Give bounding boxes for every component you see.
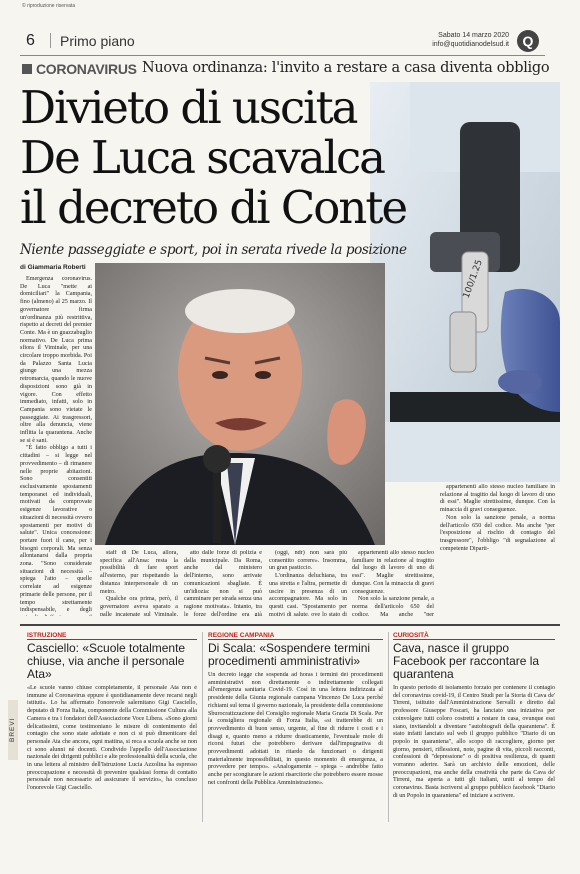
- article-column-5: [352, 550, 434, 616]
- kicker-tag: CORONAVIRUS: [36, 61, 137, 77]
- article-paragraph: Non solo la sanzione penale, a norma dell'articolo 650 del codice. Ma anche "per l'esposizione al rischio di contagio del trasgressore", l'obbligo "di segnalazione al competente Diparti-: [440, 514, 555, 552]
- headline-line-2: De Luca scavalca: [20, 131, 385, 184]
- article-column-1: [20, 276, 92, 616]
- brief-tag: REGIONE CAMPANIA: [208, 632, 383, 640]
- kicker-text: Nuova ordinanza: l'invito a restare a casa diventa obbligo: [142, 60, 550, 76]
- page-number: 6: [26, 32, 35, 49]
- brief-body: «Le scuole vanno chiuse completamente, il personale Ata non è immune al Coronavirus eppure è quotidianamente deve recarsi negli istituti». Lo ha affermato l'onorevole salernitano Gigi Casciello, deputato di Forza Italia, componente della Commissione Cultura alla Camera e tra i fondatori dell'Associazione Voce Libera. «Sono giorni delicatissimi, come testimoniano le misure di contenimento del contagio che sono state adottate e non ci si può dimenticare del personale Ata che ancora, ogni mattina, si reca a scuola anche se non ci sono alunni né docenti. Condivido l'appello dell'Associazione nazionale dei dirigenti pubblici e alte professionalità della scuola, che in una lettera al ministro dell'Istruzione Lucia Azzolina ha espresso preoccupazione e necessità di prevenire qualsiasi forma di contatto personale non necessario ad assicurare il servizio», ha concluso l'onorevole Gigi Casciello.: [27, 685, 197, 792]
- brief-title: Casciello: «Scuole totalmente chiuse, via anche il personale Ata»: [27, 641, 186, 681]
- briefs-label: BREVI: [9, 717, 16, 742]
- brief-2: [208, 632, 383, 832]
- brief-3: [393, 632, 555, 845]
- article-paragraph: (oggi, ndr) non sarà più consentito correre». Insomma, un gran pasticcio.: [269, 550, 347, 572]
- article-paragraph: appartenenti allo stesso nucleo familiare in relazione al tragitto dal luogo di lavoro di uno di essi". Maglie strettissime, dunque. Con la minaccia di gravi conseguenze.: [352, 550, 434, 595]
- brief-divider: [202, 632, 203, 822]
- briefs-rule: [20, 624, 560, 626]
- article-column-2: [100, 550, 178, 616]
- article-paragraph: atto dalle forze di polizia e dalla municipale. Da Roma, anche dal ministero dell'interno, sono arrivate comunicazioni sbagliate. È un'idiozia: non si può camminare per strada senza una ragione motivata». Intanto, tra le forze dell'ordine era già: [184, 550, 262, 616]
- brief-title: Di Scala: «Sospendere termini procedimenti amministrativi»: [208, 641, 371, 668]
- brief-body: In questo periodo di isolamento forzato per contenere il contagio del coronavirus covid-19, il Centro Studi per la Storia di Cava de' Tirreni, istituito dall'Amministrazione Servalli e diretto dal professore Giuseppe Foscari, ha lanciato una iniziativa per coinvolgere tutti coloro costretti a restare in casa, ovunque essi siano, invitandoli a diventare "autobiografi della quarantena". È stato infatti lanciato sul web il gruppo pubblico "Diario di un popolo in quarantena", allo scopo di raccogliere, giorno per giorno, pensieri, riflessioni, note, pagine di vita, piccoli racconti, confessioni di "depressione" o di positiva resilienza, di quanti vorranno aderire. Sarà un archivio delle emozioni, delle preoccupazioni, ma anche della creatività che parte da Cava de' Tirreni, ma aperta a tutti gli italiani, uniti al tempo del coronavirus. Basta iscriversi al gruppo pubblico facebook "Diario di un Popolo in quarantena" ed iniziare a scrivere.: [393, 685, 555, 799]
- byline: di Giammaria Roberti: [20, 264, 86, 271]
- issue-date: Sabato 14 marzo 2020: [438, 32, 509, 39]
- newspaper-logo: [517, 30, 539, 52]
- kicker-square: [22, 64, 32, 74]
- brief-tag: ISTRUZIONE: [27, 632, 197, 640]
- kicker: [20, 60, 560, 82]
- brief-1: [27, 632, 197, 845]
- headline: [20, 83, 450, 233]
- brief-divider: [388, 632, 389, 822]
- article-paragraph: Non solo la sanzione penale, a norma dell'articolo 650 del codice. Ma anche "per: [352, 596, 434, 616]
- briefs-side-label: [8, 700, 18, 760]
- header-rule: [20, 55, 545, 56]
- article-paragraph: Qualche ora prima, però, il governatore aveva sparato a palle incatenate sul Viminale.: [100, 596, 178, 616]
- article-paragraph: L'ordinanza deluchiana, tra una stretta e l'altra, permette di uscire in presenza di un accompagnatore. Ma solo in questi casi. "Spostamento per motivi di salute, ove lo stato di: [269, 573, 347, 616]
- brief-title: Cava, nasce il gruppo Facebook per raccontare la quarantena: [393, 641, 540, 681]
- contact-email: info@quotidianodelsud.it: [432, 41, 509, 48]
- subheadline: Niente passeggiate e sport, poi in serata rivede la posizione: [20, 242, 407, 258]
- article-paragraph: staff di De Luca, allora, specifica all'Ansa: resta la possibilità di fare sport all'esterno, pur rispettando la distanza interpersonale di un metro.: [100, 550, 178, 595]
- svg-text:100/1.25: 100/1.25: [461, 258, 485, 300]
- article-column-3: [184, 550, 262, 616]
- header-divider: [50, 33, 51, 48]
- article-paragraph: Emergenza coronavirus. De Luca "mette ai domiciliari" la Campania, fino (almeno) al 25 marzo. Il governatore firma un'ordinanza più restrittiva, rispetto ai decreti del premier Conte. Ma è un guazzabuglio normativo. De Luca prima sfiora il Viminale, per una circolare troppo morbida. Poi da Palazzo Santa Lucia giunge una mezza retromarcia, quando le nuove disposizioni sono già in vigore. Con effetto immediato, infatti, solo in Campania sono vietate le passeggiate. Ai trasgressori, oltre alla denuncia, viene inflitta la quarantena. Anche se si è sani.: [20, 276, 92, 444]
- logo-letter: Q: [522, 33, 534, 49]
- headline-line-3: il decreto di Conte: [20, 181, 407, 234]
- brief-tag: CURIOSITÀ: [393, 632, 555, 640]
- headline-line-1: Divieto di uscita: [20, 81, 357, 134]
- page-header: [20, 30, 545, 52]
- article-column-4: [269, 550, 347, 616]
- article-paragraph: "È fatto obbligo a tutti i cittadini – si legge nel provvedimento – di rimanere nelle proprie abitazioni. Sono consentiti esclusivamente spostamenti temporanei ed individuali, motivati da comprovate esigenze lavorative o situazioni di necessità ovvero spostamenti per motivi di salute". Unica concessione: portare fuori il cane, per i bisogni corporali. Ma senza allontanarsi dalla propria zona. "Sono considerate situazioni di necessità – spiega l'atto – quelle correlate ad esigenze primarie delle persone, per il tempo strettamente indispensabile, e degli: [20, 445, 92, 614]
- brief-body: Un decreto legge che sospenda ad horas i termini dei procedimenti amministrativi non direttamente o indirettamente collegati all'emergenza sanitaria Covid-19. Così in una lettera indirizzata al presidente della Giunta regionale campana Vincenzo De Luca perché richiami sul tema il governo nazionale, la presidente della commissione Sburocratizzazione del Consiglio regionale Maria Grazia Di Scala. Per la consigliera regionale di Forza Italia, «si tratterebbe di un provvedimento di buon senso, urgente, al fine di ridurre i costi e i disagi e, quanto meno a ridurre drasticamente, l'eventuale mole di ricorsi futuri che potrebbero derivare dall'impugnativa di provvedimenti adottati in ritardo da funzionari o dirigenti materialmente impossibilitati, in questo momento di emergenza, a provvedere per tempo». «Analogamente – spiega – andrebbe fatto anche per scongiurare le azioni risarcitorie che potrebbero essere mosse nei confronti della Pubblica Amministrazione».: [208, 672, 383, 786]
- article-paragraph: appartenenti allo stesso nucleo familiare in relazione al tragitto dal luogo di lavoro di uno di essi". Maglie strettissime, dunque. Con la minaccia di gravi conseguenze.: [440, 484, 555, 514]
- copyright-notice: © riproduzione riservata: [22, 3, 76, 9]
- portrait-photo: [95, 263, 385, 545]
- article-column-6: [440, 484, 555, 616]
- section-name: Primo piano: [60, 33, 135, 49]
